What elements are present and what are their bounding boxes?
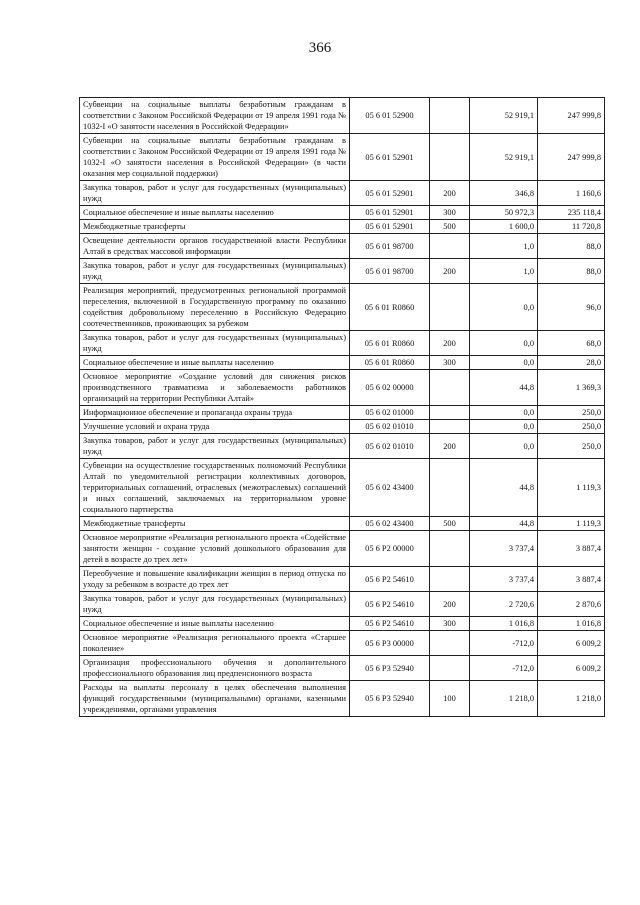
row-code: 05 6 02 01010 xyxy=(350,434,430,459)
row-value-1: 0,0 xyxy=(470,284,538,331)
row-expense-type: 100 xyxy=(430,681,470,717)
row-value-2: 3 887,4 xyxy=(538,531,605,567)
row-value-1: 1,0 xyxy=(470,234,538,259)
row-expense-type: 200 xyxy=(430,181,470,206)
row-expense-type: 500 xyxy=(430,517,470,531)
table-row xyxy=(80,567,605,592)
row-expense-type: 200 xyxy=(430,592,470,617)
row-expense-type xyxy=(430,134,470,181)
row-expense-type xyxy=(430,370,470,406)
row-name: Улучшение условий и охрана труда xyxy=(80,420,350,434)
row-value-2: 1 016,8 xyxy=(538,617,605,631)
row-expense-type xyxy=(430,631,470,656)
table-row xyxy=(80,98,605,134)
row-code: 05 6 P3 00000 xyxy=(350,631,430,656)
table-row xyxy=(80,181,605,206)
row-value-2: 1 119,3 xyxy=(538,517,605,531)
row-name: Закупка товаров, работ и услуг для государственных (муниципальных) нужд xyxy=(80,331,350,356)
budget-table xyxy=(79,97,605,717)
row-expense-type xyxy=(430,284,470,331)
row-value-2: 250,0 xyxy=(538,434,605,459)
row-code: 05 6 01 52901 xyxy=(350,181,430,206)
table-row xyxy=(80,284,605,331)
row-name: Расходы на выплаты персоналу в целях обеспечения выполнения функций государственными (муниципальными) органами, казенными учреждениями, органами управления xyxy=(80,681,350,717)
row-name: Реализация мероприятий, предусмотренных региональной программой переселения, включенной в Государственную программу по оказанию содействия добровольному переселению в Российскую Федерацию соотечественников, проживающих за рубежом xyxy=(80,284,350,331)
row-code: 05 6 01 52901 xyxy=(350,134,430,181)
row-code: 05 6 01 52900 xyxy=(350,98,430,134)
row-value-1: 2 720,6 xyxy=(470,592,538,617)
row-code: 05 6 02 01010 xyxy=(350,420,430,434)
row-value-2: 235 118,4 xyxy=(538,206,605,220)
row-name: Основное мероприятие «Реализация регионального проекта «Содействие занятости женщин - создание условий дошкольного образования для детей в возрасте до трех лет» xyxy=(80,531,350,567)
row-name: Переобучение и повышение квалификации женщин в период отпуска по уходу за ребенком в возрасте до трех лет xyxy=(80,567,350,592)
row-value-1: 0,0 xyxy=(470,356,538,370)
row-expense-type: 200 xyxy=(430,331,470,356)
row-value-1: 0,0 xyxy=(470,420,538,434)
row-code: 05 6 02 43400 xyxy=(350,459,430,517)
table-row xyxy=(80,370,605,406)
table-row xyxy=(80,517,605,531)
row-value-2: 6 009,2 xyxy=(538,656,605,681)
row-expense-type: 500 xyxy=(430,220,470,234)
row-code: 05 6 01 R0860 xyxy=(350,284,430,331)
row-code: 05 6 P2 54610 xyxy=(350,567,430,592)
row-value-1: 1 016,8 xyxy=(470,617,538,631)
table-row xyxy=(80,592,605,617)
table-row xyxy=(80,656,605,681)
row-code: 05 6 02 43400 xyxy=(350,517,430,531)
page-number: 366 xyxy=(308,40,332,56)
row-value-1: 52 919,1 xyxy=(470,134,538,181)
row-value-2: 1 119,3 xyxy=(538,459,605,517)
table-row xyxy=(80,259,605,284)
table-row xyxy=(80,406,605,420)
table-row xyxy=(80,420,605,434)
table-row xyxy=(80,531,605,567)
row-code: 05 6 P2 54610 xyxy=(350,592,430,617)
row-expense-type xyxy=(430,567,470,592)
row-expense-type xyxy=(430,98,470,134)
row-code: 05 6 P2 54610 xyxy=(350,617,430,631)
row-value-1: 0,0 xyxy=(470,331,538,356)
row-code: 05 6 P3 52940 xyxy=(350,656,430,681)
row-name: Закупка товаров, работ и услуг для государственных (муниципальных) нужд xyxy=(80,181,350,206)
table-row xyxy=(80,631,605,656)
row-code: 05 6 P3 52940 xyxy=(350,681,430,717)
table-row xyxy=(80,220,605,234)
budget-table-body xyxy=(80,98,605,717)
row-expense-type xyxy=(430,234,470,259)
row-expense-type xyxy=(430,656,470,681)
row-code: 05 6 01 52901 xyxy=(350,220,430,234)
row-value-2: 250,0 xyxy=(538,420,605,434)
row-value-1: 3 737,4 xyxy=(470,567,538,592)
row-value-1: 52 919,1 xyxy=(470,98,538,134)
row-name: Освещение деятельности органов государственной власти Республики Алтай в средствах массовой информации xyxy=(80,234,350,259)
table-row xyxy=(80,617,605,631)
row-code: 05 6 01 98700 xyxy=(350,259,430,284)
table-row xyxy=(80,234,605,259)
row-name: Социальное обеспечение и иные выплаты населению xyxy=(80,617,350,631)
row-code: 05 6 01 R0860 xyxy=(350,331,430,356)
table-row xyxy=(80,434,605,459)
row-value-2: 3 887,4 xyxy=(538,567,605,592)
row-name: Закупка товаров, работ и услуг для государственных (муниципальных) нужд xyxy=(80,259,350,284)
row-name: Организация профессионального обучения и дополнительного профессионального образования лиц предпенсионного возраста xyxy=(80,656,350,681)
row-name: Информационное обеспечение и пропаганда охраны труда xyxy=(80,406,350,420)
row-expense-type xyxy=(430,531,470,567)
row-name: Межбюджетные трансферты xyxy=(80,517,350,531)
row-value-1: 346,8 xyxy=(470,181,538,206)
row-value-2: 68,0 xyxy=(538,331,605,356)
row-expense-type: 300 xyxy=(430,617,470,631)
row-expense-type xyxy=(430,406,470,420)
row-name: Межбюджетные трансферты xyxy=(80,220,350,234)
row-value-2: 1 160,6 xyxy=(538,181,605,206)
row-value-2: 1 369,3 xyxy=(538,370,605,406)
row-value-2: 96,0 xyxy=(538,284,605,331)
row-value-1: 1 218,0 xyxy=(470,681,538,717)
row-value-1: 44,8 xyxy=(470,459,538,517)
row-value-2: 6 009,2 xyxy=(538,631,605,656)
row-value-2: 2 870,6 xyxy=(538,592,605,617)
row-code: 05 6 P2 00000 xyxy=(350,531,430,567)
row-value-2: 250,0 xyxy=(538,406,605,420)
row-expense-type: 200 xyxy=(430,259,470,284)
table-row xyxy=(80,356,605,370)
row-name: Субвенции на социальные выплаты безработным гражданам в соответствии с Законом Российской Федерации от 19 апреля 1991 года № 1032-I «О занятости населения в Российской Федерации» xyxy=(80,98,350,134)
table-row xyxy=(80,206,605,220)
table-row xyxy=(80,331,605,356)
row-code: 05 6 02 01000 xyxy=(350,406,430,420)
row-name: Основное мероприятие «Реализация регионального проекта «Старшее поколение» xyxy=(80,631,350,656)
row-name: Основное мероприятие «Создание условий для снижения рисков производственного травматизма и заболеваемости работников организаций на территории Республики Алтай» xyxy=(80,370,350,406)
row-expense-type xyxy=(430,420,470,434)
row-name: Закупка товаров, работ и услуг для государственных (муниципальных) нужд xyxy=(80,592,350,617)
row-value-1: -712,0 xyxy=(470,656,538,681)
row-value-2: 1 218,0 xyxy=(538,681,605,717)
row-name: Субвенции на социальные выплаты безработным гражданам в соответствии с Законом Российской Федерации от 19 апреля 1991 года № 1032-I «О занятости населения в Российской Федерации» (в части оказания мер социальной поддержки) xyxy=(80,134,350,181)
row-code: 05 6 01 R0860 xyxy=(350,356,430,370)
row-value-1: -712,0 xyxy=(470,631,538,656)
row-value-1: 44,8 xyxy=(470,370,538,406)
row-value-2: 11 720,8 xyxy=(538,220,605,234)
row-code: 05 6 02 00000 xyxy=(350,370,430,406)
row-value-2: 247 999,8 xyxy=(538,98,605,134)
row-name: Социальное обеспечение и иные выплаты населению xyxy=(80,206,350,220)
row-expense-type: 300 xyxy=(430,206,470,220)
row-value-1: 0,0 xyxy=(470,434,538,459)
row-name: Социальное обеспечение и иные выплаты населению xyxy=(80,356,350,370)
row-name: Закупка товаров, работ и услуг для государственных (муниципальных) нужд xyxy=(80,434,350,459)
row-value-1: 50 972,3 xyxy=(470,206,538,220)
row-value-1: 0,0 xyxy=(470,406,538,420)
row-value-2: 28,0 xyxy=(538,356,605,370)
row-code: 05 6 01 98700 xyxy=(350,234,430,259)
row-value-1: 3 737,4 xyxy=(470,531,538,567)
table-row xyxy=(80,681,605,717)
row-value-1: 1 600,0 xyxy=(470,220,538,234)
row-value-1: 44,8 xyxy=(470,517,538,531)
row-expense-type xyxy=(430,459,470,517)
row-expense-type: 300 xyxy=(430,356,470,370)
row-name: Субвенции на осуществление государственных полномочий Республики Алтай по уведомительной регистрации коллективных договоров, территориальных соглашений, отраслевых (межотраслевых) соглашений и иных соглашений, заключаемых на территориальном уровне социального партнерства xyxy=(80,459,350,517)
row-value-1: 1,0 xyxy=(470,259,538,284)
row-value-2: 247 999,8 xyxy=(538,134,605,181)
row-expense-type: 200 xyxy=(430,434,470,459)
table-row xyxy=(80,134,605,181)
row-value-2: 88,0 xyxy=(538,234,605,259)
row-value-2: 88,0 xyxy=(538,259,605,284)
row-code: 05 6 01 52901 xyxy=(350,206,430,220)
table-row xyxy=(80,459,605,517)
